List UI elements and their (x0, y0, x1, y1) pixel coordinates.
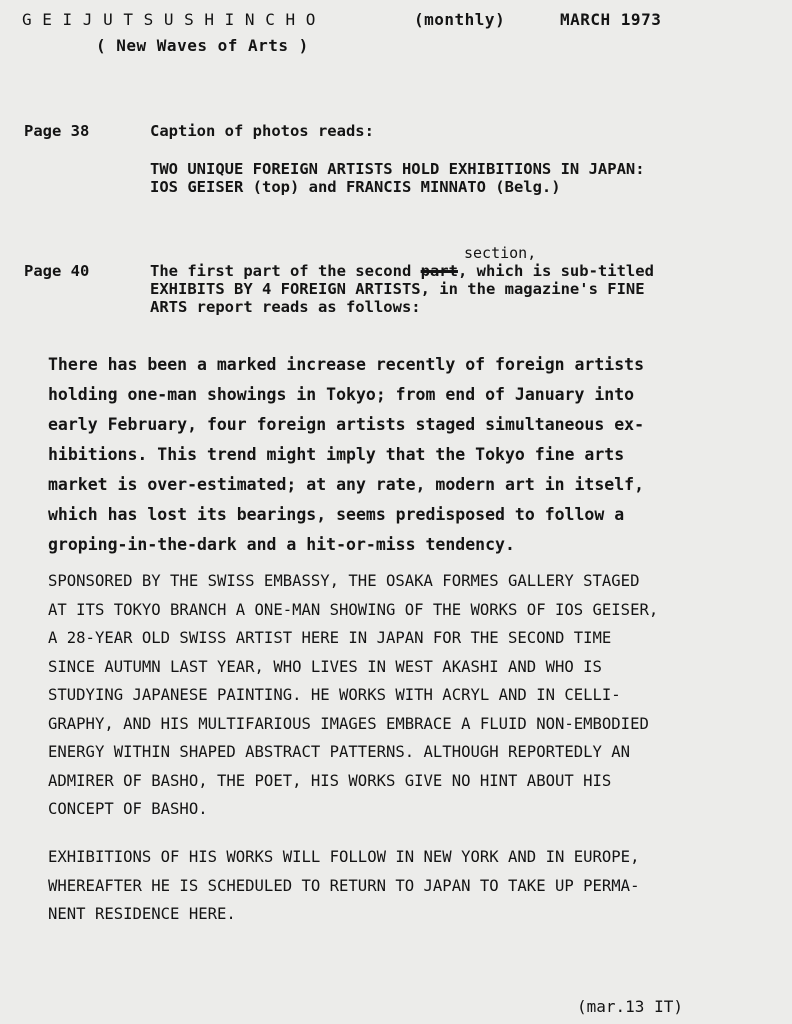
magazine-frequency: (monthly) (414, 10, 506, 29)
paragraph-line: early February, four foreign artists staged simultaneous ex- (48, 415, 645, 434)
paragraph-line: ENERGY WITHIN SHAPED ABSTRACT PATTERNS. ALTHOUGH REPORTEDLY AN (48, 743, 631, 761)
paragraph-line: There has been a marked increase recently of foreign artists (48, 355, 645, 374)
handwritten-insertion: section, (464, 244, 537, 262)
paragraph-line: which has lost its bearings, seems predisposed to follow a (48, 505, 625, 524)
paragraph-line: STUDYING JAPANESE PAINTING. HE WORKS WITH ACRYL AND IN CELLI- (48, 686, 621, 704)
paragraph-line: A 28-YEAR OLD SWISS ARTIST HERE IN JAPAN FOR THE SECOND TIME (48, 629, 612, 647)
magazine-subtitle: ( New Waves of Arts ) (96, 36, 309, 55)
paragraph-line: SINCE AUTUMN LAST YEAR, WHO LIVES IN WEST AKASHI AND WHO IS (48, 657, 602, 676)
sponsored-paragraph (48, 567, 658, 824)
page-38-intro: Caption of photos reads: (150, 122, 374, 140)
page-40-label: Page 40 (24, 262, 90, 280)
photo-caption (150, 160, 645, 196)
paragraph-line: holding one-man showings in Tokyo; from end of January into (48, 385, 635, 404)
paragraph-line: SPONSORED BY THE SWISS EMBASSY, THE OSAKA FORMES GALLERY STAGED (48, 572, 640, 590)
paragraph-line: hibitions. This trend might imply that the Tokyo fine arts (48, 445, 625, 464)
footer-reference: (mar.13 IT) (577, 997, 683, 1016)
struck-word: part (420, 262, 458, 280)
page-38-label: Page 38 (24, 122, 90, 140)
page-40-line: ARTS report reads as follows: (150, 298, 421, 316)
magazine-title: G E I J U T S U S H I N C H O (22, 10, 316, 29)
paragraph-line: EXHIBITIONS OF HIS WORKS WILL FOLLOW IN NEW YORK AND IN EUROPE, (48, 848, 640, 866)
page-40-line: The first part of the second part, which is sub-titled (150, 262, 654, 280)
caption-line: TWO UNIQUE FOREIGN ARTISTS HOLD EXHIBITIONS IN JAPAN: (150, 160, 645, 178)
issue-date: MARCH 1973 (560, 10, 662, 29)
exhibitions-paragraph (48, 843, 639, 929)
paragraph-line: groping-in-the-dark and a hit-or-miss tendency. (48, 535, 515, 554)
page-40-text (150, 262, 654, 316)
page-40-line: EXHIBITS BY 4 FOREIGN ARTISTS, in the magazine's FINE (150, 280, 645, 298)
intro-paragraph (48, 350, 644, 560)
paragraph-line: market is over-estimated; at any rate, modern art in itself, (48, 475, 645, 494)
caption-line: IOS GEISER (top) and FRANCIS MINNATO (Belg.) (150, 178, 561, 196)
paragraph-line: CONCEPT OF BASHO. (48, 800, 208, 818)
paragraph-line: GRAPHY, AND HIS MULTIFARIOUS IMAGES EMBRACE A FLUID NON-EMBODIED (48, 714, 649, 733)
paragraph-line: AT ITS TOKYO BRANCH A ONE-MAN SHOWING OF THE WORKS OF IOS GEISER, (48, 600, 659, 619)
paragraph-line: WHEREAFTER HE IS SCHEDULED TO RETURN TO JAPAN TO TAKE UP PERMA- (48, 876, 640, 895)
paragraph-line: NENT RESIDENCE HERE. (48, 905, 236, 923)
paragraph-line: ADMIRER OF BASHO, THE POET, HIS WORKS GIVE NO HINT ABOUT HIS (48, 771, 612, 790)
